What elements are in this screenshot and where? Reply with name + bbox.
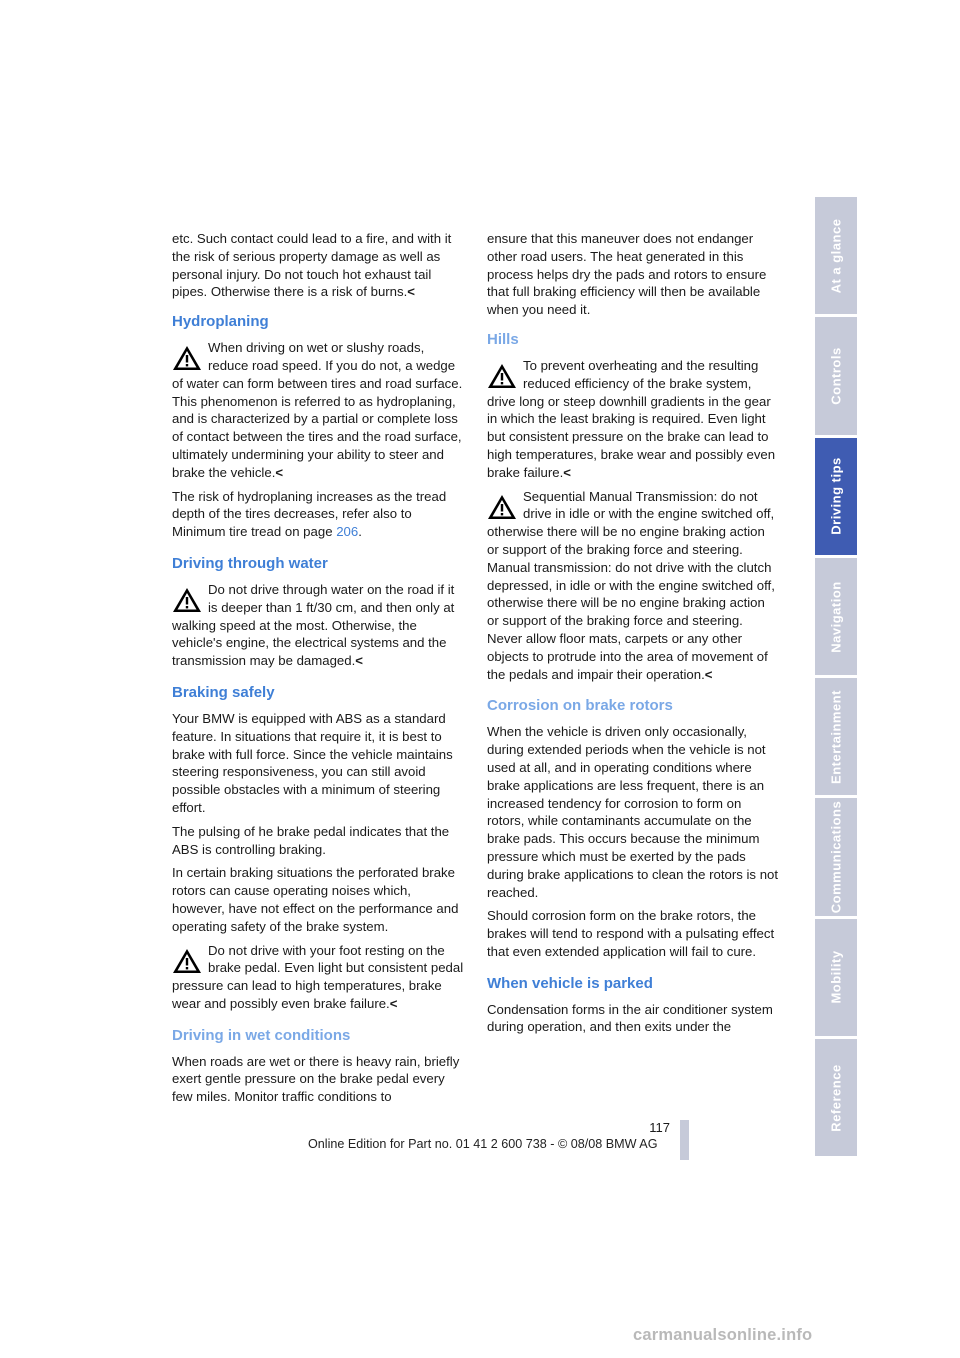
warning-hydroplaning: When driving on wet or slushy roads, reduce road speed. If you do not, a wedge of water can form between tires and road surface. This phenomenon is referred to as hydroplaning, and is characterized by a partial or complete loss of contact between the tires and the road surface, ultimately undermining your ability to steer and brake the vehicle.< (172, 340, 463, 480)
tab-reference[interactable]: Reference (815, 1039, 857, 1156)
tab-driving-tips[interactable]: Driving tips (815, 438, 857, 555)
watermark: carmanualsonline.info (633, 1326, 813, 1344)
braking-paragraph-2: The pulsing of he brake pedal indicates that the ABS is controlling braking. (172, 823, 450, 857)
warning-water: Do not drive through water on the road if it is deeper than 1 ft/30 cm, and then only at walking speed at the most. Otherwise, the vehicle's engine, the electrical systems and the transmission may be damaged.< (172, 581, 455, 669)
tab-entertainment[interactable]: Entertainment (815, 678, 857, 795)
page-marker-bar (680, 1120, 689, 1160)
page-number: 117 (649, 1120, 670, 1135)
warning-hills: To prevent overheating and the resulting reduced efficiency of the brake system, drive long or steep downhill gradients in the gear in which the least braking is required. Even light but consistent pressure on the brake can lead to high temperatures, brake wear and possibly even brake failure.< (487, 357, 776, 480)
heading-corrosion: Corrosion on brake rotors (487, 697, 673, 715)
heading-hydroplaning: Hydroplaning (172, 313, 269, 331)
heading-braking-safely: Braking safely (172, 683, 275, 701)
tab-mobility[interactable]: Mobility (815, 919, 857, 1036)
heading-hills: Hills (487, 330, 519, 348)
heading-vehicle-parked: When vehicle is parked (487, 974, 653, 992)
corrosion-paragraph-1: When the vehicle is driven only occasionally, during extended periods when the vehicle is not used at all, and in operating conditions where brake applications are less frequent, there is an increased tendency for corrosion to form on rotors, while contaminants accumulate on the brake pads. This occurs because the minimum pressure which must be exerted by the pads during brake applications to clean the rotors is not reached. (487, 724, 779, 900)
warning-triangle-icon (487, 363, 517, 389)
corrosion-paragraph-2: Should corrosion form on the brake rotors, the brakes will tend to respond with a pulsating effect that even extended application will fail to cure. (487, 908, 775, 959)
warning-transmission: Sequential Manual Transmission: do not drive in idle or with the engine switched off, otherwise there will be no engine braking action or support of the braking force and steering. Manual transmission: do not drive with the clutch depressed, in idle or with the engine switched off, otherwise there will be no engine braking action or support of the braking force and steering. Never allow floor mats, carpets or any other objects to protrude into the area of movement of the pedals and impair their operation.< (487, 488, 775, 682)
warning-triangle-icon (172, 948, 202, 974)
tab-communications[interactable]: Communications (815, 798, 857, 915)
braking-paragraph-1: Your BMW is equipped with ABS as a standard feature. In situations that require it, it is best to brake with full force. Since the vehicle maintains steering responsiveness, you can still avoid possible obstacles with a minimum of steering effort. (172, 710, 453, 815)
hydroplaning-tread-paragraph: The risk of hydroplaning increases as the tread depth of the tires decreases, refer also to Minimum tire tread on page 206. (172, 488, 447, 540)
intro-paragraph: etc. Such contact could lead to a fire, and with it the risk of serious property damage as well as personal injury. Do not touch hot exhaust tail pipes. Otherwise there is a risk of burns.< (172, 231, 452, 300)
warning-triangle-icon (172, 345, 202, 371)
page-link-206[interactable]: 206 (336, 524, 359, 540)
chapter-tabs (815, 197, 857, 1159)
warning-triangle-icon (487, 494, 517, 520)
parked-paragraph: Condensation forms in the air conditioner system during operation, and then exits under the (487, 1001, 773, 1035)
warning-braking: Do not drive with your foot resting on the brake pedal. Even light but consistent pedal pressure can lead to high temperatures, brake wear and possibly even brake failure.< (172, 942, 464, 1011)
heading-wet-conditions: Driving in wet conditions (172, 1026, 351, 1044)
warning-triangle-icon (172, 587, 202, 613)
braking-paragraph-3: In certain braking situations the perforated brake rotors can cause operating noises which, however, have not effect on the performance and operating safety of the brake system. (172, 865, 459, 934)
tab-controls[interactable]: Controls (815, 317, 857, 434)
tab-at-a-glance[interactable]: At a glance (815, 197, 857, 314)
right-column (487, 230, 779, 1042)
left-column (172, 230, 464, 1112)
tab-navigation[interactable]: Navigation (815, 558, 857, 675)
wet-paragraph: When roads are wet or there is heavy rain, briefly exert gentle pressure on the brake pedal every few miles. Monitor traffic conditions to (172, 1053, 460, 1105)
footer-text: Online Edition for Part no. 01 41 2 600 738 - © 08/08 BMW AG (308, 1137, 658, 1151)
heading-driving-through-water: Driving through water (172, 554, 328, 572)
continued-paragraph: ensure that this maneuver does not endanger other road users. The heat generated in this process helps dry the pads and rotors to ensure that full braking efficiency will then be available when you need it. (487, 231, 767, 318)
